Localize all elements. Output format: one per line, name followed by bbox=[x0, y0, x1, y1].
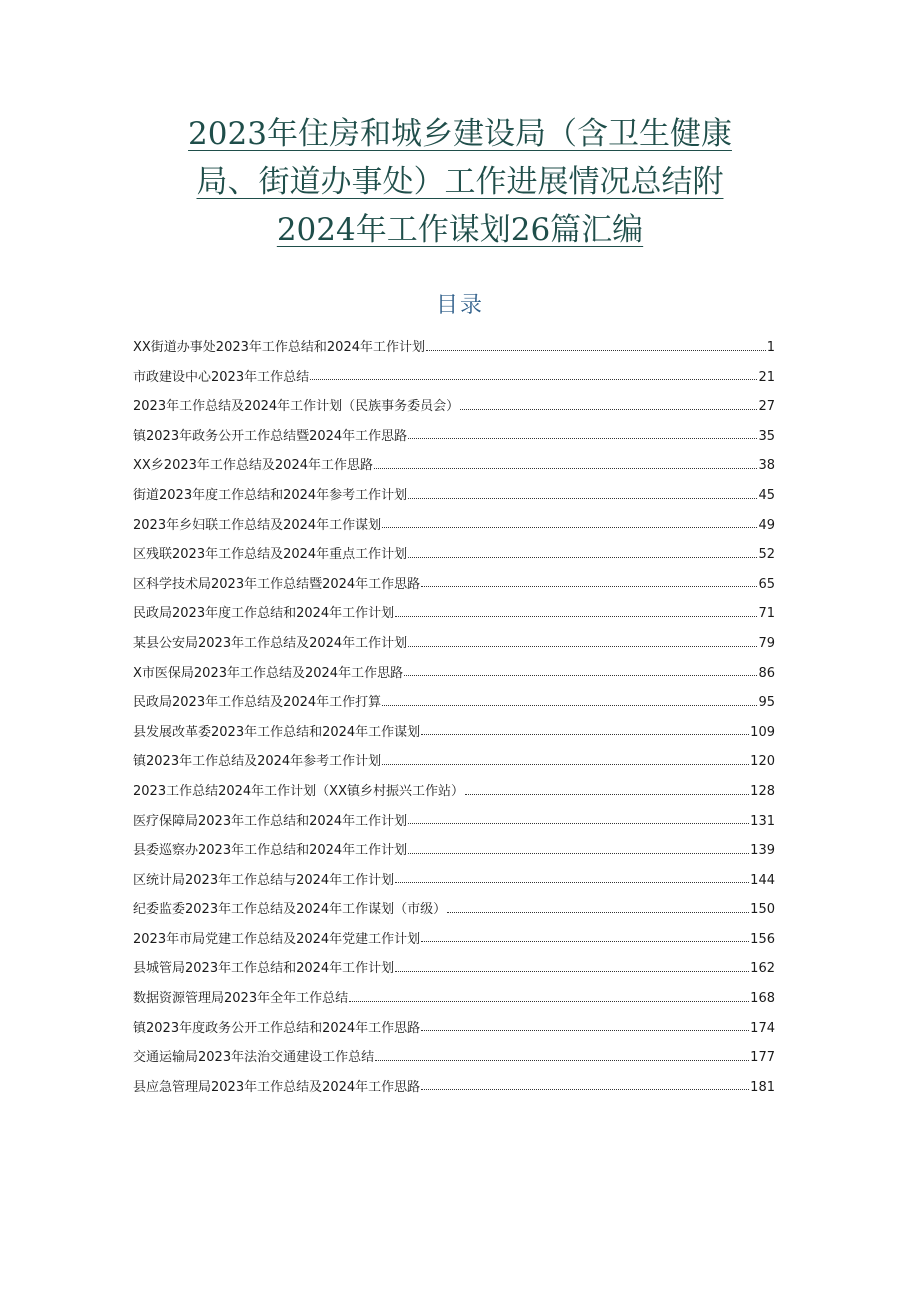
toc-entry-title: 镇2023年度政务公开工作总结和2024年工作思路 bbox=[133, 1020, 421, 1036]
toc-entry-title: 民政局2023年工作总结及2024年工作打算 bbox=[133, 695, 382, 711]
toc-heading: 目录 bbox=[435, 293, 484, 318]
toc-entry-title: 镇2023年政务公开工作总结暨2024年工作思路 bbox=[133, 428, 408, 444]
toc-entry-page: 181 bbox=[750, 1079, 775, 1095]
toc-entry-page: 52 bbox=[758, 547, 775, 563]
toc-leader-dots bbox=[421, 585, 757, 587]
toc-leader-dots bbox=[408, 437, 757, 439]
toc-entry[interactable] bbox=[133, 688, 775, 718]
document-title bbox=[120, 110, 800, 254]
toc-leader-dots bbox=[421, 733, 749, 735]
toc-leader-dots bbox=[408, 645, 757, 647]
toc-leader-dots bbox=[374, 467, 757, 469]
toc-entry-page: 128 bbox=[750, 783, 775, 799]
toc-entry-title: 医疗保障局2023年工作总结和2024年工作计划 bbox=[133, 813, 408, 829]
toc-entry-title: 区科学技术局2023年工作总结暨2024年工作思路 bbox=[133, 576, 421, 592]
toc-entry-title: 2023年乡妇联工作总结及2024年工作谋划 bbox=[133, 517, 382, 533]
toc-leader-dots bbox=[395, 881, 749, 883]
toc-entry-title: 县城管局2023年工作总结和2024年工作计划 bbox=[133, 961, 395, 977]
toc-entry-page: 120 bbox=[750, 754, 775, 770]
toc-entry[interactable] bbox=[133, 333, 775, 363]
toc-entry[interactable] bbox=[133, 807, 775, 837]
toc-entry[interactable] bbox=[133, 836, 775, 866]
toc-leader-dots bbox=[395, 615, 757, 617]
toc-entry[interactable] bbox=[133, 540, 775, 570]
toc-entry[interactable] bbox=[133, 451, 775, 481]
toc-entry[interactable] bbox=[133, 511, 775, 541]
title-line-2: 局、街道办事处）工作进展情况总结附 bbox=[196, 164, 724, 200]
toc-entry-page: 174 bbox=[750, 1020, 775, 1036]
toc-entry-title: 区统计局2023年工作总结与2024年工作计划 bbox=[133, 872, 395, 888]
toc-leader-dots bbox=[408, 852, 749, 854]
toc-entry[interactable] bbox=[133, 1073, 775, 1103]
toc-leader-dots bbox=[421, 1088, 749, 1090]
toc-leader-dots bbox=[404, 674, 757, 676]
title-line-1: 2023年住房和城乡建设局（含卫生健康 bbox=[188, 116, 732, 152]
toc-entry-page: 177 bbox=[750, 1050, 775, 1066]
toc-leader-dots bbox=[382, 704, 757, 706]
toc-entry-page: 109 bbox=[750, 724, 775, 740]
toc-leader-dots bbox=[408, 822, 749, 824]
toc-entry[interactable] bbox=[133, 629, 775, 659]
toc-entry-page: 79 bbox=[758, 635, 775, 651]
toc-entry[interactable] bbox=[133, 747, 775, 777]
toc-leader-dots bbox=[375, 1059, 749, 1061]
toc-entry[interactable] bbox=[133, 777, 775, 807]
toc-entry-title: 市政建设中心2023年工作总结 bbox=[133, 369, 310, 385]
toc-entry[interactable] bbox=[133, 954, 775, 984]
toc-entry[interactable] bbox=[133, 895, 775, 925]
toc-entry[interactable] bbox=[133, 866, 775, 896]
toc-entry-title: 2023年市局党建工作总结及2024年党建工作计划 bbox=[133, 931, 421, 947]
table-of-contents bbox=[133, 333, 775, 1102]
toc-entry[interactable] bbox=[133, 925, 775, 955]
toc-entry-title: 某县公安局2023年工作总结及2024年工作计划 bbox=[133, 635, 408, 651]
toc-leader-dots bbox=[408, 497, 757, 499]
toc-leader-dots bbox=[421, 1029, 749, 1031]
toc-entry[interactable] bbox=[133, 659, 775, 689]
toc-entry-title: 2023年工作总结及2024年工作计划（民族事务委员会） bbox=[133, 399, 460, 415]
toc-entry[interactable] bbox=[133, 984, 775, 1014]
toc-entry[interactable] bbox=[133, 481, 775, 511]
toc-entry[interactable] bbox=[133, 599, 775, 629]
toc-entry-page: 168 bbox=[750, 991, 775, 1007]
toc-entry[interactable] bbox=[133, 1043, 775, 1073]
toc-entry-page: 65 bbox=[758, 576, 775, 592]
toc-entry-title: 民政局2023年度工作总结和2024年工作计划 bbox=[133, 606, 395, 622]
toc-leader-dots bbox=[382, 763, 749, 765]
title-line-3: 2024年工作谋划26篇汇编 bbox=[276, 212, 644, 248]
toc-entry[interactable] bbox=[133, 1014, 775, 1044]
toc-entry-page: 49 bbox=[758, 517, 775, 533]
toc-leader-dots bbox=[447, 911, 749, 913]
toc-leader-dots bbox=[382, 526, 757, 528]
toc-entry[interactable] bbox=[133, 718, 775, 748]
toc-entry-title: 县应急管理局2023年工作总结及2024年工作思路 bbox=[133, 1079, 421, 1095]
toc-entry-title: XX乡2023年工作总结及2024年工作思路 bbox=[133, 458, 373, 474]
toc-entry-page: 150 bbox=[750, 902, 775, 918]
toc-entry-page: 144 bbox=[750, 872, 775, 888]
toc-leader-dots bbox=[426, 349, 766, 351]
toc-entry[interactable] bbox=[133, 392, 775, 422]
toc-entry-page: 139 bbox=[750, 843, 775, 859]
toc-entry[interactable] bbox=[133, 363, 775, 393]
toc-leader-dots bbox=[421, 940, 749, 942]
toc-entry-page: 162 bbox=[750, 961, 775, 977]
toc-entry-page: 95 bbox=[758, 695, 775, 711]
toc-entry-title: 街道2023年度工作总结和2024年参考工作计划 bbox=[133, 487, 408, 503]
toc-leader-dots bbox=[408, 556, 757, 558]
toc-entry[interactable] bbox=[133, 570, 775, 600]
toc-leader-dots bbox=[465, 793, 749, 795]
toc-entry-page: 131 bbox=[750, 813, 775, 829]
toc-entry-title: XX街道办事处2023年工作总结和2024年工作计划 bbox=[133, 340, 425, 355]
toc-entry-page: 38 bbox=[758, 458, 775, 474]
toc-entry-page: 1 bbox=[766, 340, 775, 355]
toc-leader-dots bbox=[310, 378, 757, 380]
toc-entry-title: 数据资源管理局2023年全年工作总结 bbox=[133, 991, 349, 1007]
toc-entry-title: X市医保局2023年工作总结及2024年工作思路 bbox=[133, 665, 404, 681]
toc-entry-title: 镇2023年工作总结及2024年参考工作计划 bbox=[133, 754, 382, 770]
toc-entry-title: 县委巡察办2023年工作总结和2024年工作计划 bbox=[133, 843, 408, 859]
toc-entry-page: 71 bbox=[758, 606, 775, 622]
toc-entry-title: 县发展改革委2023年工作总结和2024年工作谋划 bbox=[133, 724, 421, 740]
toc-entry-page: 21 bbox=[758, 369, 775, 385]
toc-entry-page: 45 bbox=[758, 487, 775, 503]
toc-entry-page: 27 bbox=[758, 399, 775, 415]
toc-entry-title: 2023工作总结2024年工作计划（XX镇乡村振兴工作站） bbox=[133, 783, 464, 799]
toc-entry-page: 156 bbox=[750, 931, 775, 947]
toc-entry-title: 纪委监委2023年工作总结及2024年工作谋划（市级） bbox=[133, 902, 447, 918]
toc-entry[interactable] bbox=[133, 422, 775, 452]
toc-leader-dots bbox=[395, 970, 749, 972]
toc-entry-title: 交通运输局2023年法治交通建设工作总结 bbox=[133, 1050, 375, 1066]
toc-leader-dots bbox=[460, 408, 757, 410]
toc-entry-page: 86 bbox=[758, 665, 775, 681]
toc-leader-dots bbox=[349, 1000, 749, 1002]
toc-entry-title: 区残联2023年工作总结及2024年重点工作计划 bbox=[133, 547, 408, 563]
toc-entry-page: 35 bbox=[758, 428, 775, 444]
